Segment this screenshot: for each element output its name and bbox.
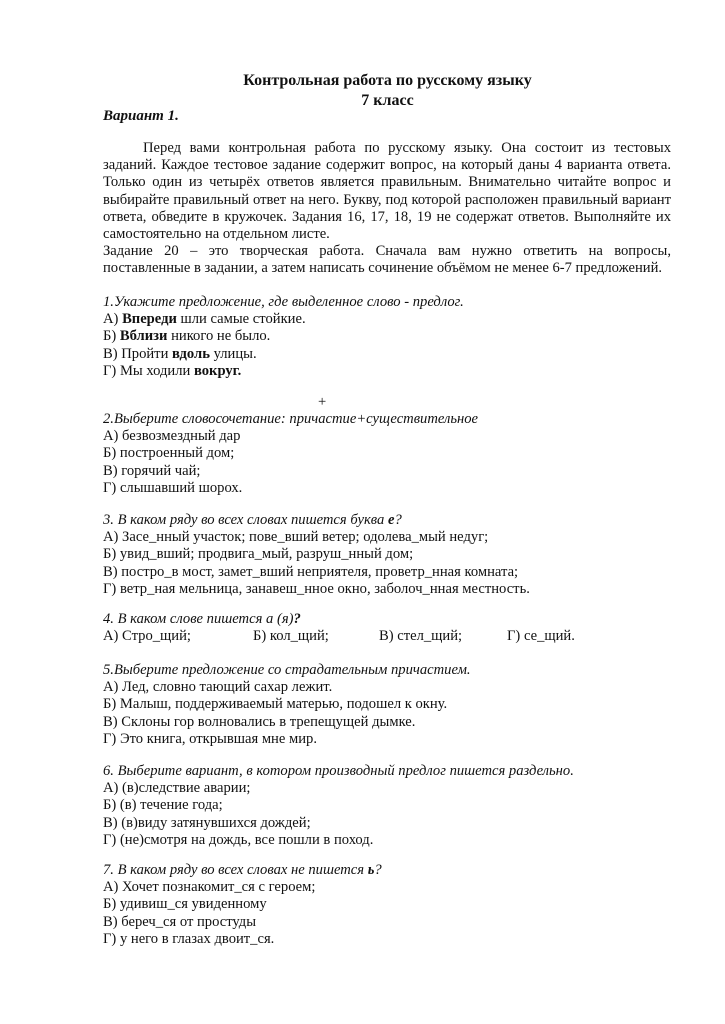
question-3-mark: ?	[394, 512, 402, 528]
question-7-mark: ?	[374, 862, 382, 878]
option-prefix: Б)	[103, 328, 120, 345]
question-6-option-c[interactable]: В) (в)виду затянувшихся дождей;	[103, 814, 311, 831]
question-7-option-a[interactable]: А) Хочет познакомит_ся с героем;	[103, 879, 316, 896]
question-6-option-b[interactable]: Б) (в) течение года;	[103, 797, 223, 814]
question-2	[103, 411, 478, 497]
variant-label: Вариант 1.	[103, 108, 179, 124]
question-7	[103, 862, 382, 948]
question-4-option-a[interactable]: А) Стро_щий;	[103, 628, 191, 645]
option-rest: улицы.	[209, 345, 257, 362]
question-5-text: 5.Выберите предложение со страдательным причастием.	[103, 662, 471, 678]
question-7-option-c[interactable]: В) береч_ся от простуды	[103, 913, 257, 930]
question-4-options	[103, 628, 623, 646]
question-1-text: 1.Укажите предложение, где выделенное слово - предлог.	[103, 294, 464, 310]
question-6-option-a[interactable]: А) (в)следствие аварии;	[103, 780, 251, 797]
question-4	[103, 611, 623, 646]
question-4-mark: ?	[293, 611, 301, 627]
instructions-paragraph-2: Задание 20 – это творческая работа. Сначала вам нужно ответить на вопросы, поставленные в задании, а затем написать сочинение объёмом не менее 6-7 предложений.	[103, 243, 671, 277]
question-2-option-d[interactable]: Г) слышавший шорох.	[103, 479, 243, 496]
question-1	[103, 294, 464, 380]
question-5-option-c[interactable]: В) Склоны гор волновались в трепещущей дымке.	[103, 713, 416, 730]
question-3	[103, 512, 530, 598]
document-title: Контрольная работа по русскому языку	[243, 72, 532, 89]
question-3-letter: е	[387, 512, 395, 528]
question-1-option-d[interactable]	[103, 363, 464, 380]
question-2-option-c[interactable]: В) горячий чай;	[103, 462, 201, 479]
question-7-letter: ь	[367, 862, 375, 878]
question-7-prompt: 7. В каком ряду во всех словах не пишется	[103, 862, 368, 878]
highlighted-word: вдоль	[172, 345, 210, 362]
question-3-text	[103, 512, 530, 529]
question-4-text	[103, 611, 623, 628]
option-rest: никого не было.	[167, 328, 271, 345]
option-prefix: В) Пройти	[103, 345, 173, 362]
question-5-option-a[interactable]: А) Лед, словно тающий сахар лежит.	[103, 679, 333, 696]
question-3-option-c[interactable]: В) постро_в мост, замет_вший неприятеля, проветр_нная комната;	[103, 563, 519, 580]
question-5-option-d[interactable]: Г) Это книга, открывшая мне мир.	[103, 730, 317, 747]
question-3-option-b[interactable]: Б) увид_вший; продвига_мый, разруш_нный дом;	[103, 546, 414, 563]
question-2-text: 2.Выберите словосочетание: причастие+существительное	[103, 411, 479, 427]
question-1-option-b[interactable]	[103, 328, 464, 345]
instructions	[103, 140, 671, 278]
question-3-option-a[interactable]: А) Засе_нный участок; пове_вший ветер; одолева_мый недуг;	[103, 529, 489, 546]
question-7-option-d[interactable]: Г) у него в глазах двоит_ся.	[103, 930, 275, 947]
question-3-option-d[interactable]: Г) ветр_ная мельница, занавеш_нное окно, заболоч_нная местность.	[103, 580, 530, 597]
highlighted-word: вокруг.	[193, 362, 242, 379]
highlighted-word: Впереди	[122, 311, 177, 328]
question-6-option-d[interactable]: Г) (не)смотря на дождь, все пошли в поход.	[103, 831, 374, 848]
instructions-paragraph-1: Перед вами контрольная работа по русскому языку. Она состоит из тестовых заданий. Каждое тестовое задание содержит вопрос, на который даны 4 варианта ответа. Только один из четырёх ответов является правильным. Внимательно читайте вопрос и выбирайте правильный ответ на него. Букву, под которой расположен правильный вариант ответа, обведите в кружочек. Задания 16, 17, 18, 19 не содержат ответов. Выполняйте их самостоятельно на отдельном листе.	[103, 140, 671, 243]
highlighted-word: Вблизи	[119, 328, 168, 345]
question-2-option-b[interactable]: Б) построенный дом;	[103, 445, 235, 462]
question-4-option-c[interactable]: В) стел_щий;	[379, 628, 463, 645]
question-6	[103, 763, 574, 849]
grade-label: 7 класс	[361, 92, 414, 109]
question-3-prompt: 3. В каком ряду во всех словах пишется буква	[103, 512, 388, 528]
question-4-option-d[interactable]: Г) се_щий.	[507, 628, 575, 645]
question-4-option-b[interactable]: Б) кол_щий;	[253, 628, 329, 645]
option-rest: шли самые стойкие.	[176, 311, 306, 328]
question-1-option-c[interactable]	[103, 346, 464, 363]
question-6-text: 6. Выберите вариант, в котором производный предлог пишется раздельно.	[103, 763, 574, 779]
question-4-prompt: 4. В каком слове пишется а (я)	[103, 611, 294, 627]
question-1-option-a[interactable]	[103, 311, 464, 328]
question-7-text	[103, 862, 382, 879]
question-5-option-b[interactable]: Б) Малыш, поддерживаемый матерью, подошел к окну.	[103, 696, 448, 713]
question-2-option-a[interactable]: А) безвозмездный дар	[103, 428, 241, 445]
plus-mark: +	[318, 394, 327, 410]
option-prefix: А)	[103, 311, 123, 328]
question-5	[103, 662, 471, 748]
question-7-option-b[interactable]: Б) удивиш_ся увиденному	[103, 896, 267, 913]
option-prefix: Г) Мы ходили	[103, 362, 194, 379]
